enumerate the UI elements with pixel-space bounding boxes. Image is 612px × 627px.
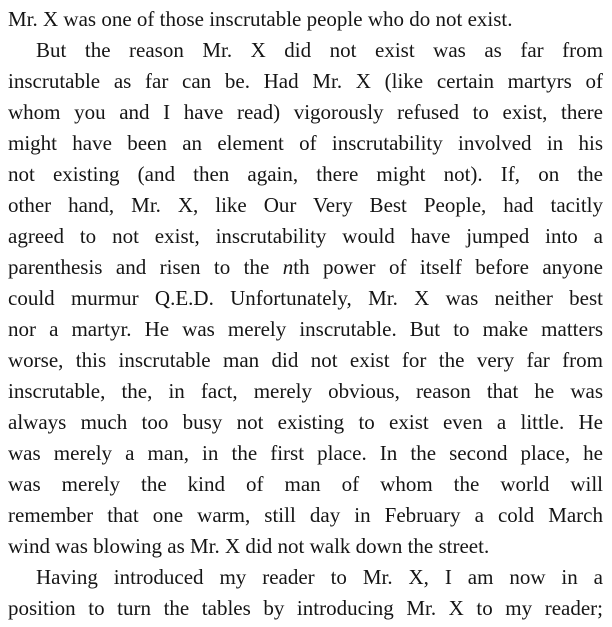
text-run: Mr. X was one of those inscrutable people who do not exist. xyxy=(8,7,513,31)
italic-text-run: n xyxy=(282,255,294,279)
text-run: But the reason Mr. X did not exist was as far from xyxy=(36,38,603,62)
text-line xyxy=(8,531,603,562)
text-run: not existing (and then again, there might not). If, on the xyxy=(8,162,603,186)
text-run: other hand, Mr. X, like Our Very Best People, had tacitly xyxy=(8,193,603,217)
text-line xyxy=(8,4,603,35)
text-run: inscrutable as far can be. Had Mr. X (like certain martyrs of xyxy=(8,69,603,93)
text-run: was merely a man, in the first place. In the second place, he xyxy=(8,441,603,465)
text-line xyxy=(8,314,603,345)
text-run: position to turn the tables by introducing Mr. X to my reader; xyxy=(8,596,603,620)
text-run: inscrutable, the, in fact, merely obvious, reason that he was xyxy=(8,379,603,403)
text-run: always much too busy not existing to exist even a little. He xyxy=(8,410,603,434)
text-line xyxy=(8,500,603,531)
text-run: worse, this inscrutable man did not exist for the very far from xyxy=(8,348,603,372)
text-line xyxy=(8,345,603,376)
text-run: was merely the kind of man of whom the world will xyxy=(8,472,603,496)
text-line xyxy=(8,407,603,438)
text-line xyxy=(8,283,603,314)
text-line xyxy=(8,438,603,469)
text-run: whom you and I have read) vigorously refused to exist, there xyxy=(8,100,603,124)
text-run: nor a martyr. He was merely inscrutable. But to make matters xyxy=(8,317,603,341)
text-line xyxy=(8,376,603,407)
text-line xyxy=(8,562,603,593)
text-run: parenthesis and risen to the xyxy=(8,255,283,279)
page-text xyxy=(8,4,603,624)
text-run: remember that one warm, still day in February a cold March xyxy=(8,503,603,527)
text-run: wind was blowing as Mr. X did not walk down the street. xyxy=(8,534,490,558)
text-line xyxy=(8,221,603,252)
text-line xyxy=(8,66,603,97)
text-line xyxy=(8,35,603,66)
text-line xyxy=(8,159,603,190)
text-line xyxy=(8,593,603,624)
text-line xyxy=(8,97,603,128)
text-run: might have been an element of inscrutability involved in his xyxy=(8,131,603,155)
text-run: could murmur Q.E.D. Unfortunately, Mr. X was neither best xyxy=(8,286,603,310)
text-run: Having introduced my reader to Mr. X, I am now in a xyxy=(36,565,603,589)
text-line xyxy=(8,469,603,500)
text-run: th power of itself before anyone xyxy=(293,255,603,279)
text-line xyxy=(8,190,603,221)
text-line xyxy=(8,128,603,159)
text-run: agreed to not exist, inscrutability would have jumped into a xyxy=(8,224,603,248)
text-line xyxy=(8,252,603,283)
